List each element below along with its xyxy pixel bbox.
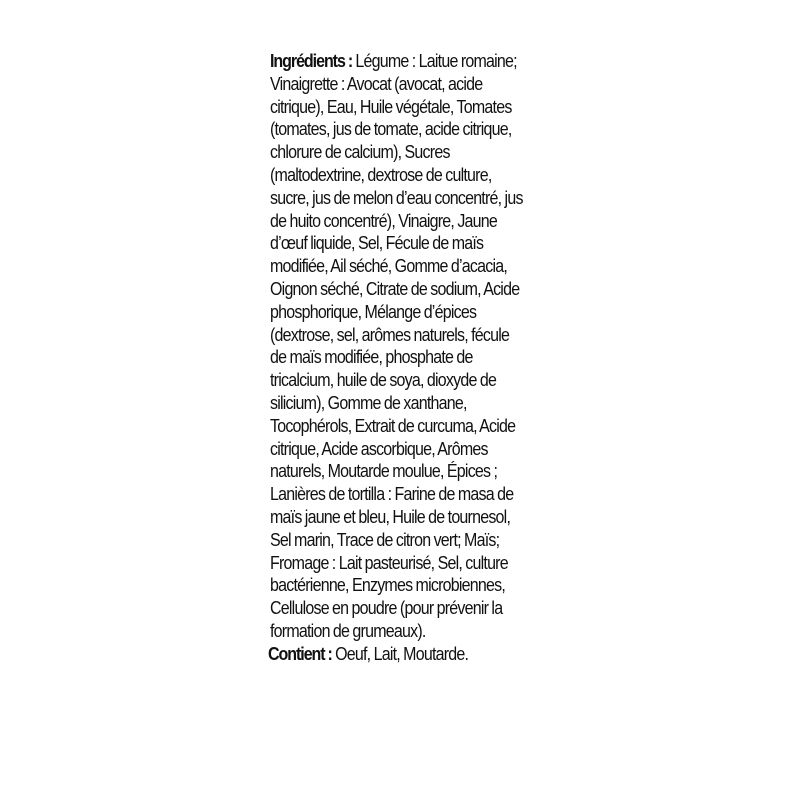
ingredients-label-panel <box>270 50 560 666</box>
ingredients-heading: Ingrédients : <box>270 50 353 71</box>
contains-text: Oeuf, Lait, Moutarde. <box>335 642 469 664</box>
allergen-contains-paragraph <box>268 643 526 666</box>
contains-heading: Contient : <box>268 642 332 664</box>
ingredients-paragraph <box>270 50 528 643</box>
ingredients-text: Légume : Laitue romaine; Vinaigrette : Avocat (avocat, acide citrique), Eau, Huile végétale, Tomates (tomates, jus de tomate, acide citrique, chlorure de calcium), Sucres (maltodextrine, dextrose de culture, sucre, jus de melon d’eau concentré, jus de huito concentré), Vinaigre, Jaune d’œuf liquide, Sel, Fécule de maïs modifiée, Ail séché, Gomme d’acacia, Oignon séché, Citrate de sodium, Acide phosphorique, Mélange d’épices (dextrose, sel, arômes naturels, fécule de maïs modifiée, phosphate de tricalcium, huile de soya, dioxyde de silicium), Gomme de xanthane, Tocophérols, Extrait de curcuma, Acide citrique, Acide ascorbique, Arômes naturels, Moutarde moulue, Épices ; Lanières de tortilla : Farine de masa de maïs jaune et bleu, Huile de tournesol, Sel marin, Trace de citron vert; Maïs; Fromage : Lait pasteurisé, Sel, culture bactérienne, Enzymes microbiennes, Cellulose en poudre (pour prévenir la formation de grumeaux). <box>270 50 523 641</box>
